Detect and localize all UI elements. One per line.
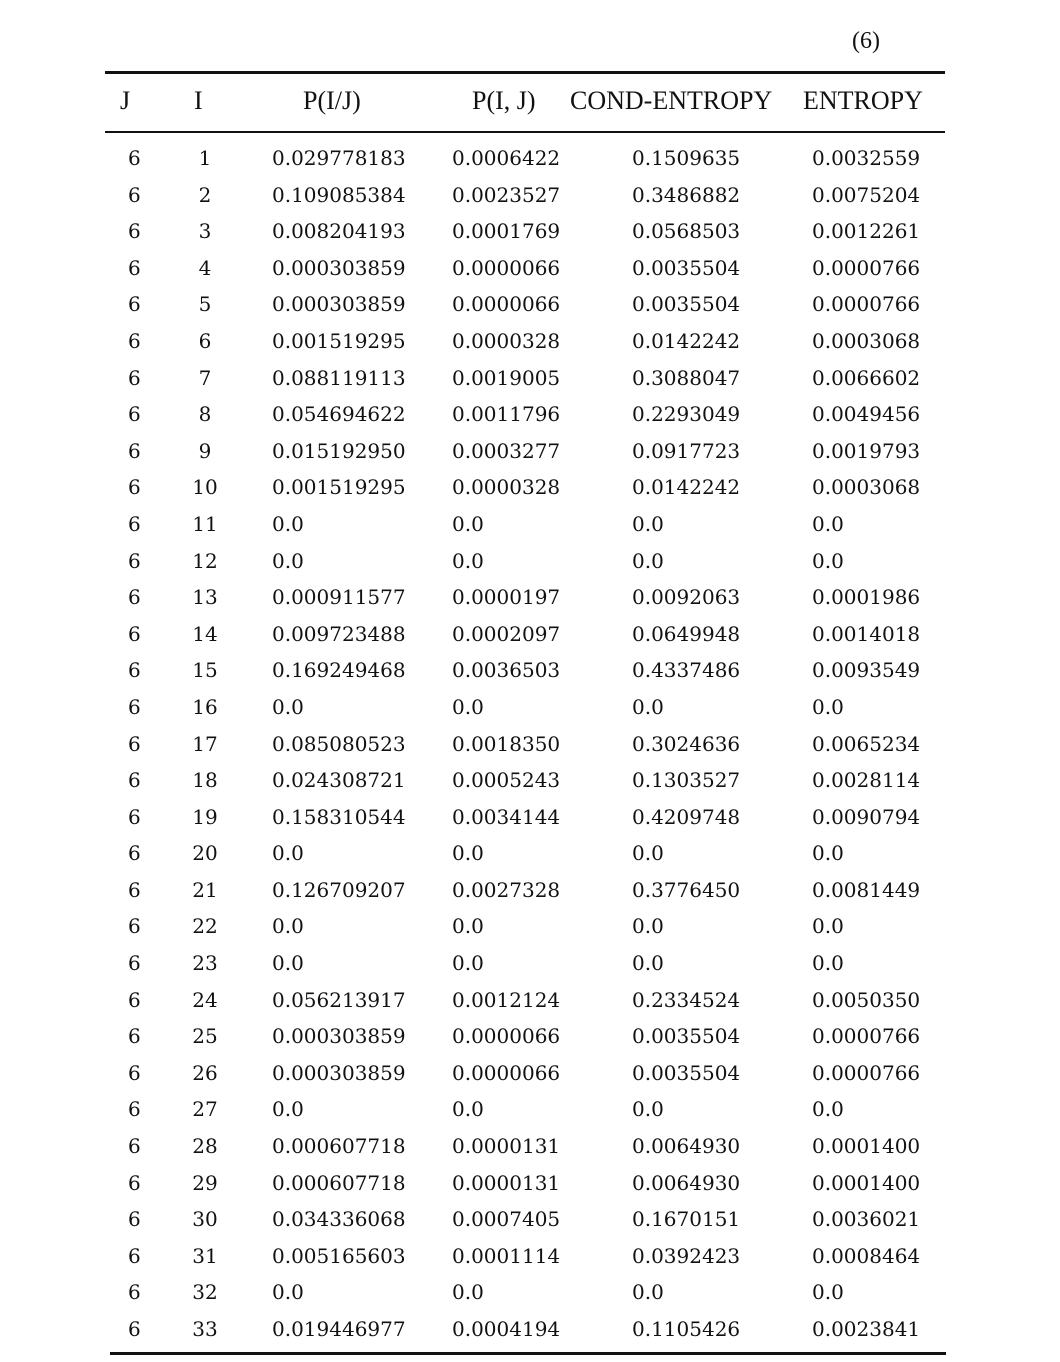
cell-j: 6 <box>128 182 141 207</box>
table-row <box>0 360 1060 397</box>
cell-i: 6 <box>198 328 212 353</box>
cell-p-i-j: 0.0036503 <box>452 658 561 683</box>
header-entropy: ENTROPY <box>803 86 923 115</box>
cell-p-i-given-j: 0.0 <box>272 511 304 536</box>
table-row <box>0 1274 1060 1311</box>
table-row <box>0 762 1060 799</box>
table-body <box>0 140 1060 1348</box>
cell-entropy: 0.0000766 <box>812 255 921 280</box>
cell-entropy: 0.0023841 <box>812 1317 921 1341</box>
header-rule <box>105 131 945 133</box>
header-p-i-given-j: P(I/J) <box>303 86 361 115</box>
table-row <box>0 323 1060 360</box>
table-row <box>0 506 1060 543</box>
table-row <box>0 1238 1060 1275</box>
cell-p-i-given-j: 0.000303859 <box>272 1024 406 1049</box>
cell-entropy: 0.0008464 <box>812 1243 921 1268</box>
cell-p-i-given-j: 0.0 <box>272 694 304 719</box>
cell-entropy: 0.0050350 <box>812 987 921 1012</box>
cell-entropy: 0.0001986 <box>812 585 921 610</box>
cell-cond-entropy: 0.0 <box>632 511 664 536</box>
cell-i: 31 <box>192 1243 218 1268</box>
cell-i: 10 <box>192 475 218 500</box>
cell-p-i-j: 0.0000066 <box>452 292 561 317</box>
cell-cond-entropy: 0.4337486 <box>632 658 741 683</box>
cell-entropy: 0.0003068 <box>812 328 921 353</box>
table-row <box>0 1201 1060 1238</box>
cell-entropy: 0.0 <box>812 914 844 939</box>
cell-cond-entropy: 0.0064930 <box>632 1170 741 1195</box>
cell-p-i-given-j: 0.019446977 <box>272 1317 406 1341</box>
cell-p-i-j: 0.0 <box>452 951 484 976</box>
cell-entropy: 0.0028114 <box>812 768 921 793</box>
table-row <box>0 689 1060 726</box>
cell-cond-entropy: 0.0064930 <box>632 1134 741 1159</box>
cell-p-i-given-j: 0.169249468 <box>272 658 406 683</box>
cell-p-i-j: 0.0034144 <box>452 804 561 829</box>
cell-i: 22 <box>192 914 218 939</box>
cell-cond-entropy: 0.3776450 <box>632 877 741 902</box>
cell-i: 33 <box>192 1317 218 1341</box>
cell-cond-entropy: 0.0035504 <box>632 292 741 317</box>
cell-j: 6 <box>128 402 141 427</box>
cell-p-i-given-j: 0.024308721 <box>272 768 406 793</box>
cell-p-i-j: 0.0027328 <box>452 877 561 902</box>
top-rule <box>105 71 945 74</box>
cell-p-i-j: 0.0000066 <box>452 255 561 280</box>
cell-p-i-given-j: 0.056213917 <box>272 987 406 1012</box>
cell-p-i-given-j: 0.000303859 <box>272 255 406 280</box>
cell-p-i-j: 0.0007405 <box>452 1207 561 1232</box>
cell-p-i-given-j: 0.015192950 <box>272 438 406 463</box>
cell-entropy: 0.0001400 <box>812 1134 921 1159</box>
cell-j: 6 <box>128 292 141 317</box>
header-j: J <box>120 86 131 115</box>
cell-entropy: 0.0000766 <box>812 1060 921 1085</box>
cell-i: 5 <box>198 292 212 317</box>
cell-j: 6 <box>128 731 141 756</box>
cell-i: 23 <box>192 951 218 976</box>
cell-p-i-given-j: 0.001519295 <box>272 475 406 500</box>
cell-entropy: 0.0093549 <box>812 658 921 683</box>
table-row <box>0 1311 1060 1348</box>
cell-entropy: 0.0032559 <box>812 146 921 170</box>
cell-i: 19 <box>192 804 218 829</box>
table-row <box>0 799 1060 836</box>
cell-i: 7 <box>198 365 212 390</box>
cell-cond-entropy: 0.4209748 <box>632 804 741 829</box>
cell-p-i-j: 0.0004194 <box>452 1317 561 1341</box>
cell-j: 6 <box>128 621 141 646</box>
table-row <box>0 652 1060 689</box>
cell-cond-entropy: 0.0 <box>632 841 664 866</box>
cell-p-i-j: 0.0005243 <box>452 768 561 793</box>
cell-j: 6 <box>128 328 141 353</box>
cell-p-i-j: 0.0000328 <box>452 475 561 500</box>
cell-cond-entropy: 0.0649948 <box>632 621 741 646</box>
cell-j: 6 <box>128 585 141 610</box>
cell-entropy: 0.0049456 <box>812 402 921 427</box>
cell-p-i-j: 0.0003277 <box>452 438 561 463</box>
cell-i: 1 <box>198 146 212 170</box>
cell-p-i-j: 0.0023527 <box>452 182 561 207</box>
cell-cond-entropy: 0.0142242 <box>632 475 741 500</box>
cell-entropy: 0.0065234 <box>812 731 921 756</box>
cell-p-i-given-j: 0.0 <box>272 1280 304 1305</box>
cell-i: 29 <box>192 1170 218 1195</box>
cell-j: 6 <box>128 804 141 829</box>
table-row <box>0 982 1060 1019</box>
cell-i: 18 <box>192 768 218 793</box>
cell-entropy: 0.0 <box>812 511 844 536</box>
cell-p-i-given-j: 0.005165603 <box>272 1243 406 1268</box>
cell-p-i-j: 0.0012124 <box>452 987 561 1012</box>
cell-j: 6 <box>128 1024 141 1049</box>
cell-entropy: 0.0075204 <box>812 182 921 207</box>
cell-p-i-given-j: 0.054694622 <box>272 402 406 427</box>
cell-p-i-j: 0.0 <box>452 548 484 573</box>
cell-entropy: 0.0 <box>812 841 844 866</box>
cell-i: 30 <box>192 1207 218 1232</box>
cell-p-i-given-j: 0.000607718 <box>272 1170 406 1195</box>
cell-entropy: 0.0012261 <box>812 219 921 244</box>
cell-j: 6 <box>128 1060 141 1085</box>
cell-cond-entropy: 0.2293049 <box>632 402 741 427</box>
cell-p-i-given-j: 0.0 <box>272 841 304 866</box>
cell-j: 6 <box>128 951 141 976</box>
cell-entropy: 0.0066602 <box>812 365 921 390</box>
cell-j: 6 <box>128 694 141 719</box>
cell-entropy: 0.0 <box>812 548 844 573</box>
table-row <box>0 616 1060 653</box>
cell-p-i-j: 0.0006422 <box>452 146 561 170</box>
cell-entropy: 0.0014018 <box>812 621 921 646</box>
table-row <box>0 945 1060 982</box>
cell-p-i-given-j: 0.000303859 <box>272 292 406 317</box>
cell-p-i-j: 0.0000131 <box>452 1134 561 1159</box>
cell-p-i-j: 0.0011796 <box>452 402 561 427</box>
cell-j: 6 <box>128 1097 141 1122</box>
table-row <box>0 396 1060 433</box>
cell-i: 21 <box>192 877 218 902</box>
cell-entropy: 0.0000766 <box>812 1024 921 1049</box>
cell-cond-entropy: 0.0035504 <box>632 1060 741 1085</box>
table-row <box>0 213 1060 250</box>
cell-i: 28 <box>192 1134 218 1159</box>
cell-cond-entropy: 0.0917723 <box>632 438 741 463</box>
bottom-rule <box>110 1352 946 1355</box>
header-cond-entropy: COND-ENTROPY <box>570 86 773 115</box>
cell-j: 6 <box>128 1243 141 1268</box>
cell-p-i-given-j: 0.034336068 <box>272 1207 406 1232</box>
cell-cond-entropy: 0.3088047 <box>632 365 741 390</box>
cell-entropy: 0.0090794 <box>812 804 921 829</box>
cell-p-i-given-j: 0.029778183 <box>272 146 406 170</box>
cell-p-i-given-j: 0.085080523 <box>272 731 406 756</box>
cell-j: 6 <box>128 658 141 683</box>
cell-entropy: 0.0081449 <box>812 877 921 902</box>
cell-j: 6 <box>128 1134 141 1159</box>
cell-p-i-j: 0.0 <box>452 914 484 939</box>
cell-p-i-given-j: 0.001519295 <box>272 328 406 353</box>
cell-p-i-j: 0.0 <box>452 841 484 866</box>
cell-cond-entropy: 0.0 <box>632 694 664 719</box>
table-row <box>0 908 1060 945</box>
table-row <box>0 872 1060 909</box>
table-row <box>0 1165 1060 1202</box>
cell-p-i-j: 0.0019005 <box>452 365 561 390</box>
cell-p-i-j: 0.0000066 <box>452 1060 561 1085</box>
cell-i: 12 <box>192 548 218 573</box>
cell-cond-entropy: 0.0142242 <box>632 328 741 353</box>
cell-cond-entropy: 0.1509635 <box>632 146 741 170</box>
cell-j: 6 <box>128 1317 141 1341</box>
cell-i: 26 <box>192 1060 218 1085</box>
cell-entropy: 0.0036021 <box>812 1207 921 1232</box>
cell-cond-entropy: 0.1670151 <box>632 1207 741 1232</box>
cell-p-i-given-j: 0.0 <box>272 951 304 976</box>
cell-j: 6 <box>128 987 141 1012</box>
cell-p-i-j: 0.0 <box>452 511 484 536</box>
cell-cond-entropy: 0.0392423 <box>632 1243 741 1268</box>
table-row <box>0 1018 1060 1055</box>
table-row <box>0 1128 1060 1165</box>
header-i: I <box>194 86 203 115</box>
cell-cond-entropy: 0.3024636 <box>632 731 741 756</box>
cell-p-i-given-j: 0.000911577 <box>272 585 406 610</box>
cell-j: 6 <box>128 1207 141 1232</box>
cell-cond-entropy: 0.1303527 <box>632 768 741 793</box>
cell-p-i-given-j: 0.088119113 <box>272 365 406 390</box>
table-row <box>0 1091 1060 1128</box>
cell-cond-entropy: 0.0035504 <box>632 1024 741 1049</box>
cell-i: 16 <box>192 694 218 719</box>
cell-cond-entropy: 0.0035504 <box>632 255 741 280</box>
cell-entropy: 0.0003068 <box>812 475 921 500</box>
cell-p-i-given-j: 0.126709207 <box>272 877 406 902</box>
cell-p-i-given-j: 0.008204193 <box>272 219 406 244</box>
cell-i: 4 <box>198 255 212 280</box>
cell-entropy: 0.0019793 <box>812 438 921 463</box>
cell-i: 27 <box>192 1097 218 1122</box>
cell-entropy: 0.0 <box>812 694 844 719</box>
cell-i: 32 <box>192 1280 218 1305</box>
table-row <box>0 250 1060 287</box>
cell-j: 6 <box>128 1280 141 1305</box>
table-row <box>0 433 1060 470</box>
cell-j: 6 <box>128 511 141 536</box>
cell-i: 9 <box>198 438 212 463</box>
header-p-i-j: P(I, J) <box>472 86 536 115</box>
cell-p-i-j: 0.0000197 <box>452 585 561 610</box>
cell-p-i-j: 0.0002097 <box>452 621 561 646</box>
table-row <box>0 835 1060 872</box>
cell-entropy: 0.0 <box>812 1097 844 1122</box>
cell-i: 14 <box>192 621 218 646</box>
cell-entropy: 0.0 <box>812 951 844 976</box>
cell-cond-entropy: 0.0 <box>632 914 664 939</box>
table-row <box>0 543 1060 580</box>
cell-p-i-given-j: 0.009723488 <box>272 621 406 646</box>
cell-j: 6 <box>128 841 141 866</box>
table-row <box>0 177 1060 214</box>
table-header <box>0 82 1060 122</box>
cell-cond-entropy: 0.0092063 <box>632 585 741 610</box>
cell-p-i-given-j: 0.0 <box>272 914 304 939</box>
cell-p-i-j: 0.0001114 <box>452 1243 561 1268</box>
cell-p-i-given-j: 0.109085384 <box>272 182 406 207</box>
cell-cond-entropy: 0.0 <box>632 548 664 573</box>
cell-p-i-j: 0.0 <box>452 1280 484 1305</box>
cell-cond-entropy: 0.0 <box>632 951 664 976</box>
cell-i: 17 <box>192 731 218 756</box>
table-row <box>0 140 1060 177</box>
cell-i: 11 <box>192 511 218 536</box>
cell-p-i-given-j: 0.000303859 <box>272 1060 406 1085</box>
cell-p-i-j: 0.0000131 <box>452 1170 561 1195</box>
cell-j: 6 <box>128 146 141 170</box>
cell-j: 6 <box>128 548 141 573</box>
cell-j: 6 <box>128 768 141 793</box>
cell-i: 24 <box>192 987 218 1012</box>
table-row <box>0 726 1060 763</box>
table-row <box>0 286 1060 323</box>
cell-i: 3 <box>198 219 212 244</box>
cell-p-i-given-j: 0.0 <box>272 1097 304 1122</box>
cell-j: 6 <box>128 1170 141 1195</box>
cell-cond-entropy: 0.0568503 <box>632 219 741 244</box>
cell-j: 6 <box>128 877 141 902</box>
cell-j: 6 <box>128 438 141 463</box>
cell-entropy: 0.0001400 <box>812 1170 921 1195</box>
cell-p-i-j: 0.0000066 <box>452 1024 561 1049</box>
cell-j: 6 <box>128 365 141 390</box>
cell-p-i-given-j: 0.158310544 <box>272 804 406 829</box>
cell-entropy: 0.0000766 <box>812 292 921 317</box>
cell-p-i-given-j: 0.0 <box>272 548 304 573</box>
cell-cond-entropy: 0.3486882 <box>632 182 741 207</box>
cell-i: 15 <box>192 658 218 683</box>
cell-i: 20 <box>192 841 218 866</box>
cell-cond-entropy: 0.1105426 <box>632 1317 741 1341</box>
cell-p-i-j: 0.0018350 <box>452 731 561 756</box>
cell-p-i-j: 0.0 <box>452 694 484 719</box>
cell-i: 2 <box>198 182 212 207</box>
cell-p-i-given-j: 0.000607718 <box>272 1134 406 1159</box>
cell-j: 6 <box>128 219 141 244</box>
cell-cond-entropy: 0.0 <box>632 1280 664 1305</box>
table-row <box>0 579 1060 616</box>
table-row <box>0 469 1060 506</box>
table-row <box>0 1055 1060 1092</box>
cell-i: 8 <box>198 402 212 427</box>
cell-i: 13 <box>192 585 218 610</box>
cell-j: 6 <box>128 255 141 280</box>
cell-cond-entropy: 0.2334524 <box>632 987 741 1012</box>
cell-cond-entropy: 0.0 <box>632 1097 664 1122</box>
cell-p-i-j: 0.0001769 <box>452 219 561 244</box>
cell-j: 6 <box>128 475 141 500</box>
cell-p-i-j: 0.0000328 <box>452 328 561 353</box>
cell-j: 6 <box>128 914 141 939</box>
cell-i: 25 <box>192 1024 218 1049</box>
page-number: (6) <box>852 28 880 54</box>
cell-entropy: 0.0 <box>812 1280 844 1305</box>
cell-p-i-j: 0.0 <box>452 1097 484 1122</box>
